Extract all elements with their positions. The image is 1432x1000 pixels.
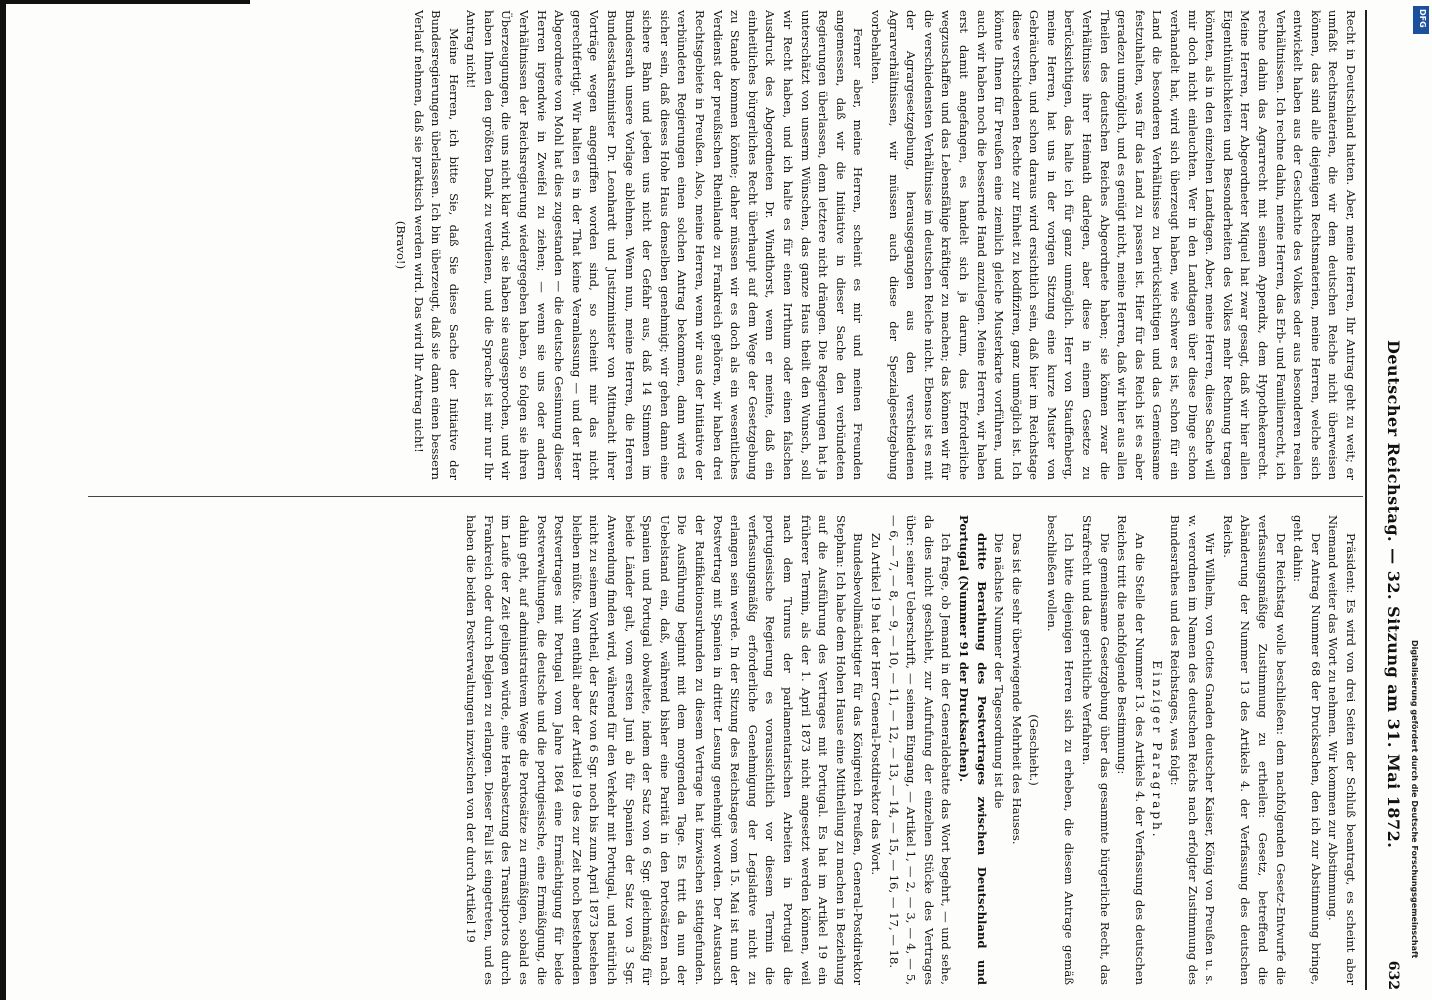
- right-column: [89, 515, 1359, 985]
- left-paragraph-3: Meine Herren, ich bitte Sie, daß Sie diese Sache der Initiative der Bundesregierungen überlassen. Ich bin überzeugt, daß sie dann einen bessern Verlauf nehmen, daß sie praktisch werden wird. Das wird Ihr Antrag nicht!: [411, 10, 461, 480]
- right-paragraph-3: Der Reichstag wolle beschließen: dem nachfolgenden Gesetz-Entwurfe die verfassungsmäßige Zustimmung zu ertheilen: Gesetz, betreffend die Abänderung der Nummer 13 des Artikels 4. der Verfassung des deutschen Reichs.: [1220, 515, 1288, 985]
- scan-edge-shadow: [0, 0, 6, 1000]
- applause-note: (Bravo!): [393, 220, 408, 270]
- header-rule: [1365, 10, 1367, 990]
- right-paragraph-1: Präsident: Es wird von drei Seiten der Schluß beantragt, es scheint aber Niemand weiter das Wort zu nehmen. Wir kommen zur Abstimmung.: [1326, 515, 1358, 985]
- left-column: [89, 10, 1359, 480]
- agenda-item-heading: dritte Berathung des Postvertrages zwischen Deutschland und Portugal (Nummer 91 der Drucksachen).: [956, 515, 989, 985]
- column-divider: [88, 496, 1363, 497]
- section-heading: Einziger Paragraph.: [1150, 660, 1165, 840]
- left-paragraph-1: Recht in Deutschland hatten. Aber, meine Herren, Ihr Antrag geht zu weit; er umfaßt Rechtsmaterien, die wir dem deutschen Reiche nicht überweisen können, das sind alle diejenigen Rechtsmaterien, meine Herren, welche sich entwickelt haben aus der Geschichte des Volkes oder aus besonderen realen Verhältnissen. Ich rechne dahin, meine Herren, das Erb- und Familienrecht, ich rechne dahin das Agrarrecht mit seinem Appendix, dem Hypothekenrecht. Meine Herren, Herr Abgeordneter Miquel hat zwar gesagt, daß wir hier allen Eigenthümlichkeiten und Besonderheiten des Volkes mehr Rechnung tragen könnten, als in den einzelnen Landtagen. Aber, meine Herren, diese Sache will mir doch nicht einleuchten. Wer in den Landtagen über diese Dinge schon verhandelt hat, wird sich überzeugt haben, wie schwer es ist, schon für ein Land die besonderen Verhältnisse zu berücksichtigen und das Gemeinsame festzuhalten, was für das Land zu passen ist. Hier für das Reich ist es aber geradezu unmöglich, und es genügt nicht, meine Herren, daß wir hier aus allen Theilen des deutschen Reiches Abgeordnete haben; sie können zwar die Verhältnisse ihrer Heimath darlegen, aber diese in einem Gesetze zu berücksichtigen, das halte ich für ganz unmöglich. Herr von Stauffenberg, meine Herren, hat uns in der vorigen Sitzung eine kurze Muster von Gebräuchen, und schon daraus wird ersichtlich sein, daß hier im Reichstage diese verschiedenen Rechte zur Einheit zu kodifiziren, ganz unmöglich ist. Ich könnte Ihnen für Preußen eine ziemlich gleiche Musterkarte vorführen, und auch wir haben noch die bessernde Hand anzulegen. Meine Herren, wir haben erst damit angefangen, es handelt sich ja darum, das Erforderliche wegzuschaffen und das Lebensfähige kräftiger zu machen; das können wir für die verschiedensten Verhältnisse im deutschen Reiche nicht. Ebenso ist es mit der Agrargesetzgebung, herausgegangen aus den verschiedenen Agrarverhältnissen, wir müssen auch diese der Spezialgesetzgebung vorbehalten.: [868, 10, 1358, 480]
- happens-note: (Geschieht.): [1027, 714, 1042, 786]
- dfg-logo: [1413, 6, 1429, 34]
- right-paragraph-11: Ich frage, ob Jemand in der Generaldebatte das Wort begehrt, — und sehe, da dies nicht geschieht, zur Aufrufung der einzelnen Stücke des Vertrages über: seiner Ueberschrift, — seinem Eingang, — Artikel 1, — 2, — 3, — 4, — 5, — 6, — 7, — 8, — 9, — 10, — 11, — 12, — 13, — 14, — 15, — 16, — 17, — 18.: [886, 515, 954, 985]
- running-title: Deutscher Reichstag. — 32. Sitzung am 31. Mai 1872.: [1384, 340, 1403, 849]
- right-paragraph-9: Die nächste Nummer der Tagesordnung ist die: [992, 533, 1007, 809]
- page-number: 632: [1385, 960, 1401, 990]
- right-paragraph-6: Die gemeinsame Gesetzgebung über das gesammte bürgerliche Recht, das Strafrecht und das gerichtliche Verfahren.: [1080, 515, 1112, 985]
- right-paragraph-5: An die Stelle der Nummer 13. des Artikels 4. der Verfassung des deutschen Reiches tritt die nachfolgende Bestimmung:: [1115, 515, 1147, 985]
- right-paragraph-8: Das ist die sehr überwiegende Mehrheit des Hauses.: [1009, 533, 1024, 845]
- right-paragraph-7: Ich bitte diejenigen Herren sich zu erheben, die diesem Antrage gemäß beschließen wollen.: [1044, 515, 1077, 985]
- rotated-newspaper-page: [55, 10, 1405, 990]
- right-paragraph-4: Wir Wilhelm, von Gottes Gnaden deutscher Kaiser, König von Preußen u. s. w. verordnen im Namen des deutschen Reichs nach erfolgter Zustimmung des Bundesrathes und des Reichstages, was folgt:: [1168, 515, 1218, 985]
- left-paragraph-2: Ferner aber, meine Herren, scheint es mir und meinen Freunden angemessen, daß wir die Initiative in dieser Sache den verbündeten Regierungen überlassen, denn letztere nicht drängen. Die Regierungen hat ja unterschätzt von unserm Wünschen, das ganze Haus theilt den Wunsch, soll wir Recht haben, und ich halte es für einen Irrthum oder einen falschen Ausdruck des Abgeordneten Dr. Windthorst, wenn er meinte, daß ein einheitliches bürgerliches Recht überhaupt auf dem Wege der Gesetzgebung zu Stande kommen könnte; daher müssen wir es doch als ein wesentliches Verdienst der preußischen Rheinlande zu Frankreich gehören, wir haben drei Rechtsgebiete in Preußen. Also, meine Herren, wenn wir aus der Initiative der verbündeten Regierungen einen solchen Antrag bekommen, dann wird es sicher sein, daß dieses Hohe Haus denselben genehmigt; wir gehen dann eine sichere Bahn und jeden uns nicht der Gefahr aus, daß 14 Stimmen im Bundesrath unsere Vorlage ablehnen. Wenn nun, meine Herren, die Herren Bundesstaatsminister Dr. Leonhardt und Justizminister von Mittnacht ihrer Vorträge wegen angegriffen worden sind, so scheint mir das nicht gerechtfertigt. Wir halten es in der That keine Veranlassung — und der Herr Abgeordnete von Mohl hat dies zugestanden — die deutsche Gesinnung dieser Herren irgendwie in Zweifel zu ziehen; — wenn sie uns oder andern Verhältnissen der Reichsregierung wiedergegeben haben, so folgen sie ihren Überzeugungen, die uns nicht klar wird, sie haben sie ausgesprochen, und wir haben Ihnen den größten Dank zu verdienen, und die Sprache ist mir nur Ihr Antrag nicht!: [464, 10, 866, 480]
- dfg-logo-text: DFG: [1418, 9, 1427, 28]
- digitization-credit: Digitalisierung gefördert durch die Deutsche Forschungsgemeinschaft: [1410, 640, 1419, 959]
- right-paragraph-12: Zu Artikel 19 hat der Herr General-Postdirektor das Wort.: [868, 533, 883, 876]
- right-paragraph-2: Der Antrag Nummer 68 der Drucksachen, den ich zur Abstimmung bringe, geht dahin:: [1291, 515, 1323, 985]
- page-header: [1373, 10, 1405, 990]
- right-paragraph-13: Bundesbevollmächtigter für das Königreich Preußen, General-Postdirektor Stephan: Ich habe dem Hohen Hause eine Mittheilung zu machen in Beziehung auf die Ausführung des Vertrages mit Portugal. Es hat im Artikel 19 ein früherer Termin, als der 1. April 1873 nicht angesetzt werden können, weil nach dem Turnus der parlamentarischen Arbeiten in Portugal die portugiesische Regierung es voraussichtlich vor diesem Termin die verfassungsmäßig erforderliche Genehmigung der Legislative nicht zu erlangen sein werde. In der Sitzung des Reichstages vom 15. Mai ist nun der Postvertrag mit Spanien in dritter Lesung genehmigt worden. Der Austausch der Ratifikationsurkunden zu diesem Vertrage hat inzwischen stattgefunden. Die Ausführung beginnt mit dem morgenden Tage. Es tritt da nun der Uebelstand ein, daß, während bisher eine Parität in den Portosätzen nach Spanien und Portugal obwaltete, indem der Satz von 6 Sgr. gleichmäßig für beide Länder galt, vom ersten Juni ab für Spanien der Satz von 3 Sgr. Anwendung finden wird, während für den Verkehr mit Portugal, und natürlich nicht zu seinem Vortheil, der Satz von 6 Sgr. noch bis zum April 1873 bestehen bleiben müßte. Nun enthält aber der Artikel 19 des zur Zeit noch bestehenden Postvertrages mit Portugal vom Jahre 1864 eine Ermächtigung für beide Postverwaltungen, die deutsche und die portugiesische, eine Ermäßigung, die dahin geht, auf administrativem Wege die Portosätze zu ermäßigen, sobald es im Laufe der Zeit gelingen würde, eine Herabsetzung des Transitportos durch Frankreich oder durch Belgien zu erlangen. Dieser Fall ist eingetreten, und es haben die beiden Postverwaltungen inzwischen von der durch Artikel 19: [464, 515, 866, 985]
- scan-edge-top: [0, 0, 250, 4]
